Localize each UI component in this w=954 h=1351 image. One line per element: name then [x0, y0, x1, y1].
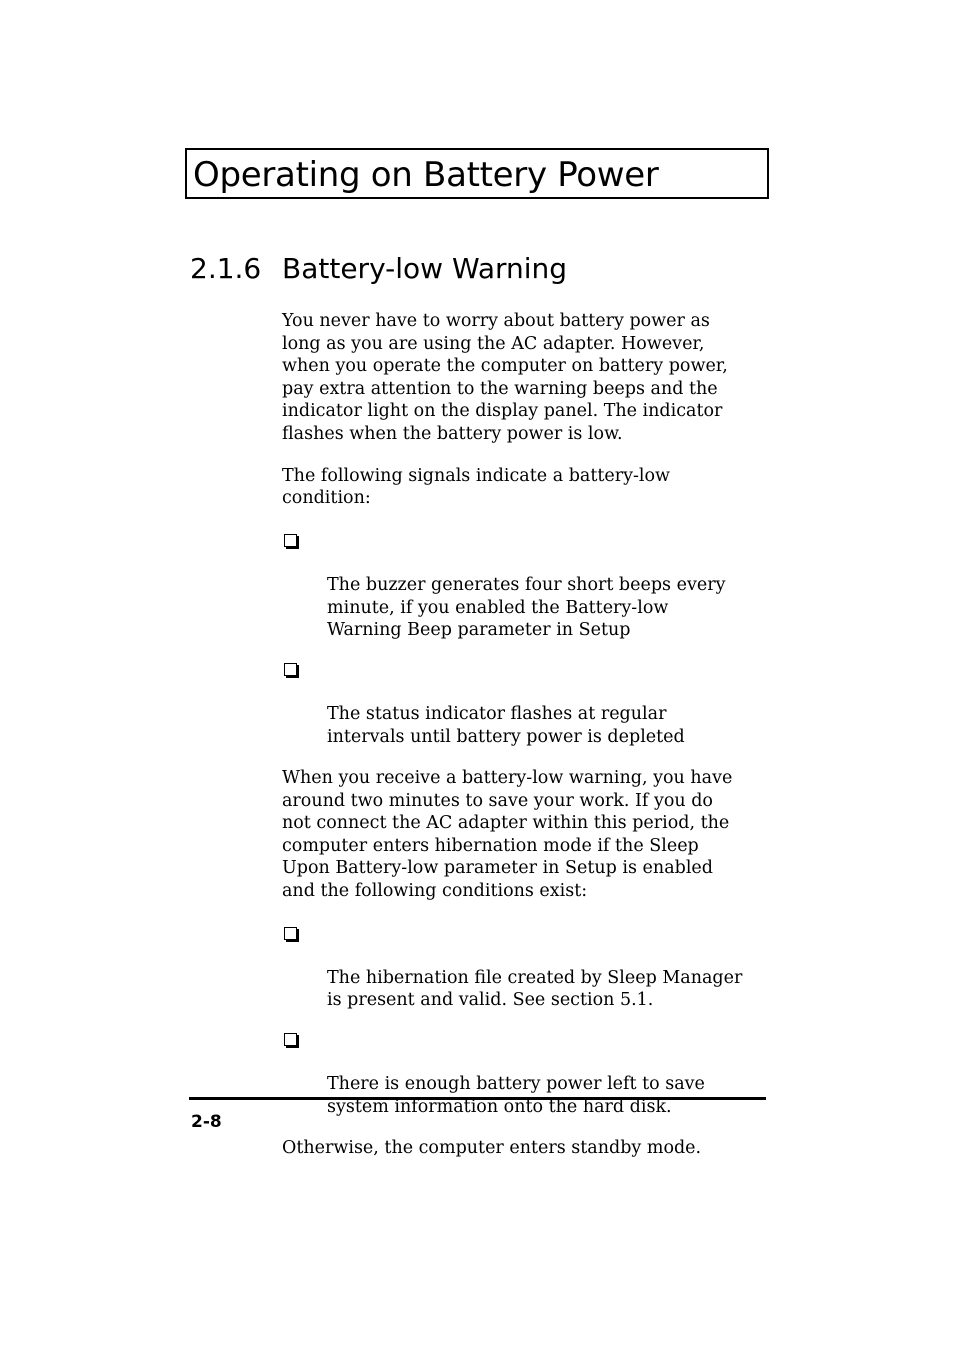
chapter-title: Operating on Battery Power	[193, 155, 659, 195]
section-number: 2.1.6	[190, 252, 262, 285]
section-heading	[190, 250, 567, 288]
chapter-title-box	[185, 148, 769, 199]
footer-divider	[189, 1097, 766, 1100]
checkbox-icon	[284, 534, 297, 547]
list-item	[282, 1028, 772, 1118]
warning-paragraph: When you receive a battery-low warning, you have around two minutes to save your work. If you do not connect the AC adapter within this period, the computer enters hibernation mode if the Sleep Upon Battery-low parameter in Setup is enabled and the following conditions exist:	[282, 768, 733, 902]
conditions-list	[282, 922, 772, 1119]
signals-list	[282, 529, 772, 748]
list-item	[282, 922, 772, 1012]
list-item	[282, 658, 772, 748]
body-text	[282, 310, 772, 1179]
section-title: Battery-low Warning	[282, 252, 568, 285]
list-item-text: The hibernation file created by Sleep Manager is present and valid. See section 5.1.	[327, 967, 743, 1011]
signals-intro-paragraph: The following signals indicate a battery-low condition:	[282, 465, 671, 509]
otherwise-paragraph: Otherwise, the computer enters standby mode.	[282, 1138, 702, 1159]
checkbox-icon	[284, 663, 297, 676]
intro-paragraph: You never have to worry about battery power as long as you are using the AC adapter. However, when you operate the computer on battery power, pay extra attention to the warning beeps and the indicator light on the display panel. The indicator flashes when the battery power is low.	[282, 311, 728, 444]
page-number: 2-8	[191, 1112, 222, 1132]
list-item-text: There is enough battery power left to save system information onto the hard disk.	[327, 1074, 705, 1117]
list-item-text: The buzzer generates four short beeps every minute, if you enabled the Battery-low Warning Beep parameter in Setup	[327, 574, 726, 641]
list-item-text: The status indicator flashes at regular intervals until battery power is depleted	[327, 703, 685, 747]
list-item	[282, 529, 772, 642]
checkbox-icon	[284, 927, 297, 940]
checkbox-icon	[284, 1033, 297, 1046]
